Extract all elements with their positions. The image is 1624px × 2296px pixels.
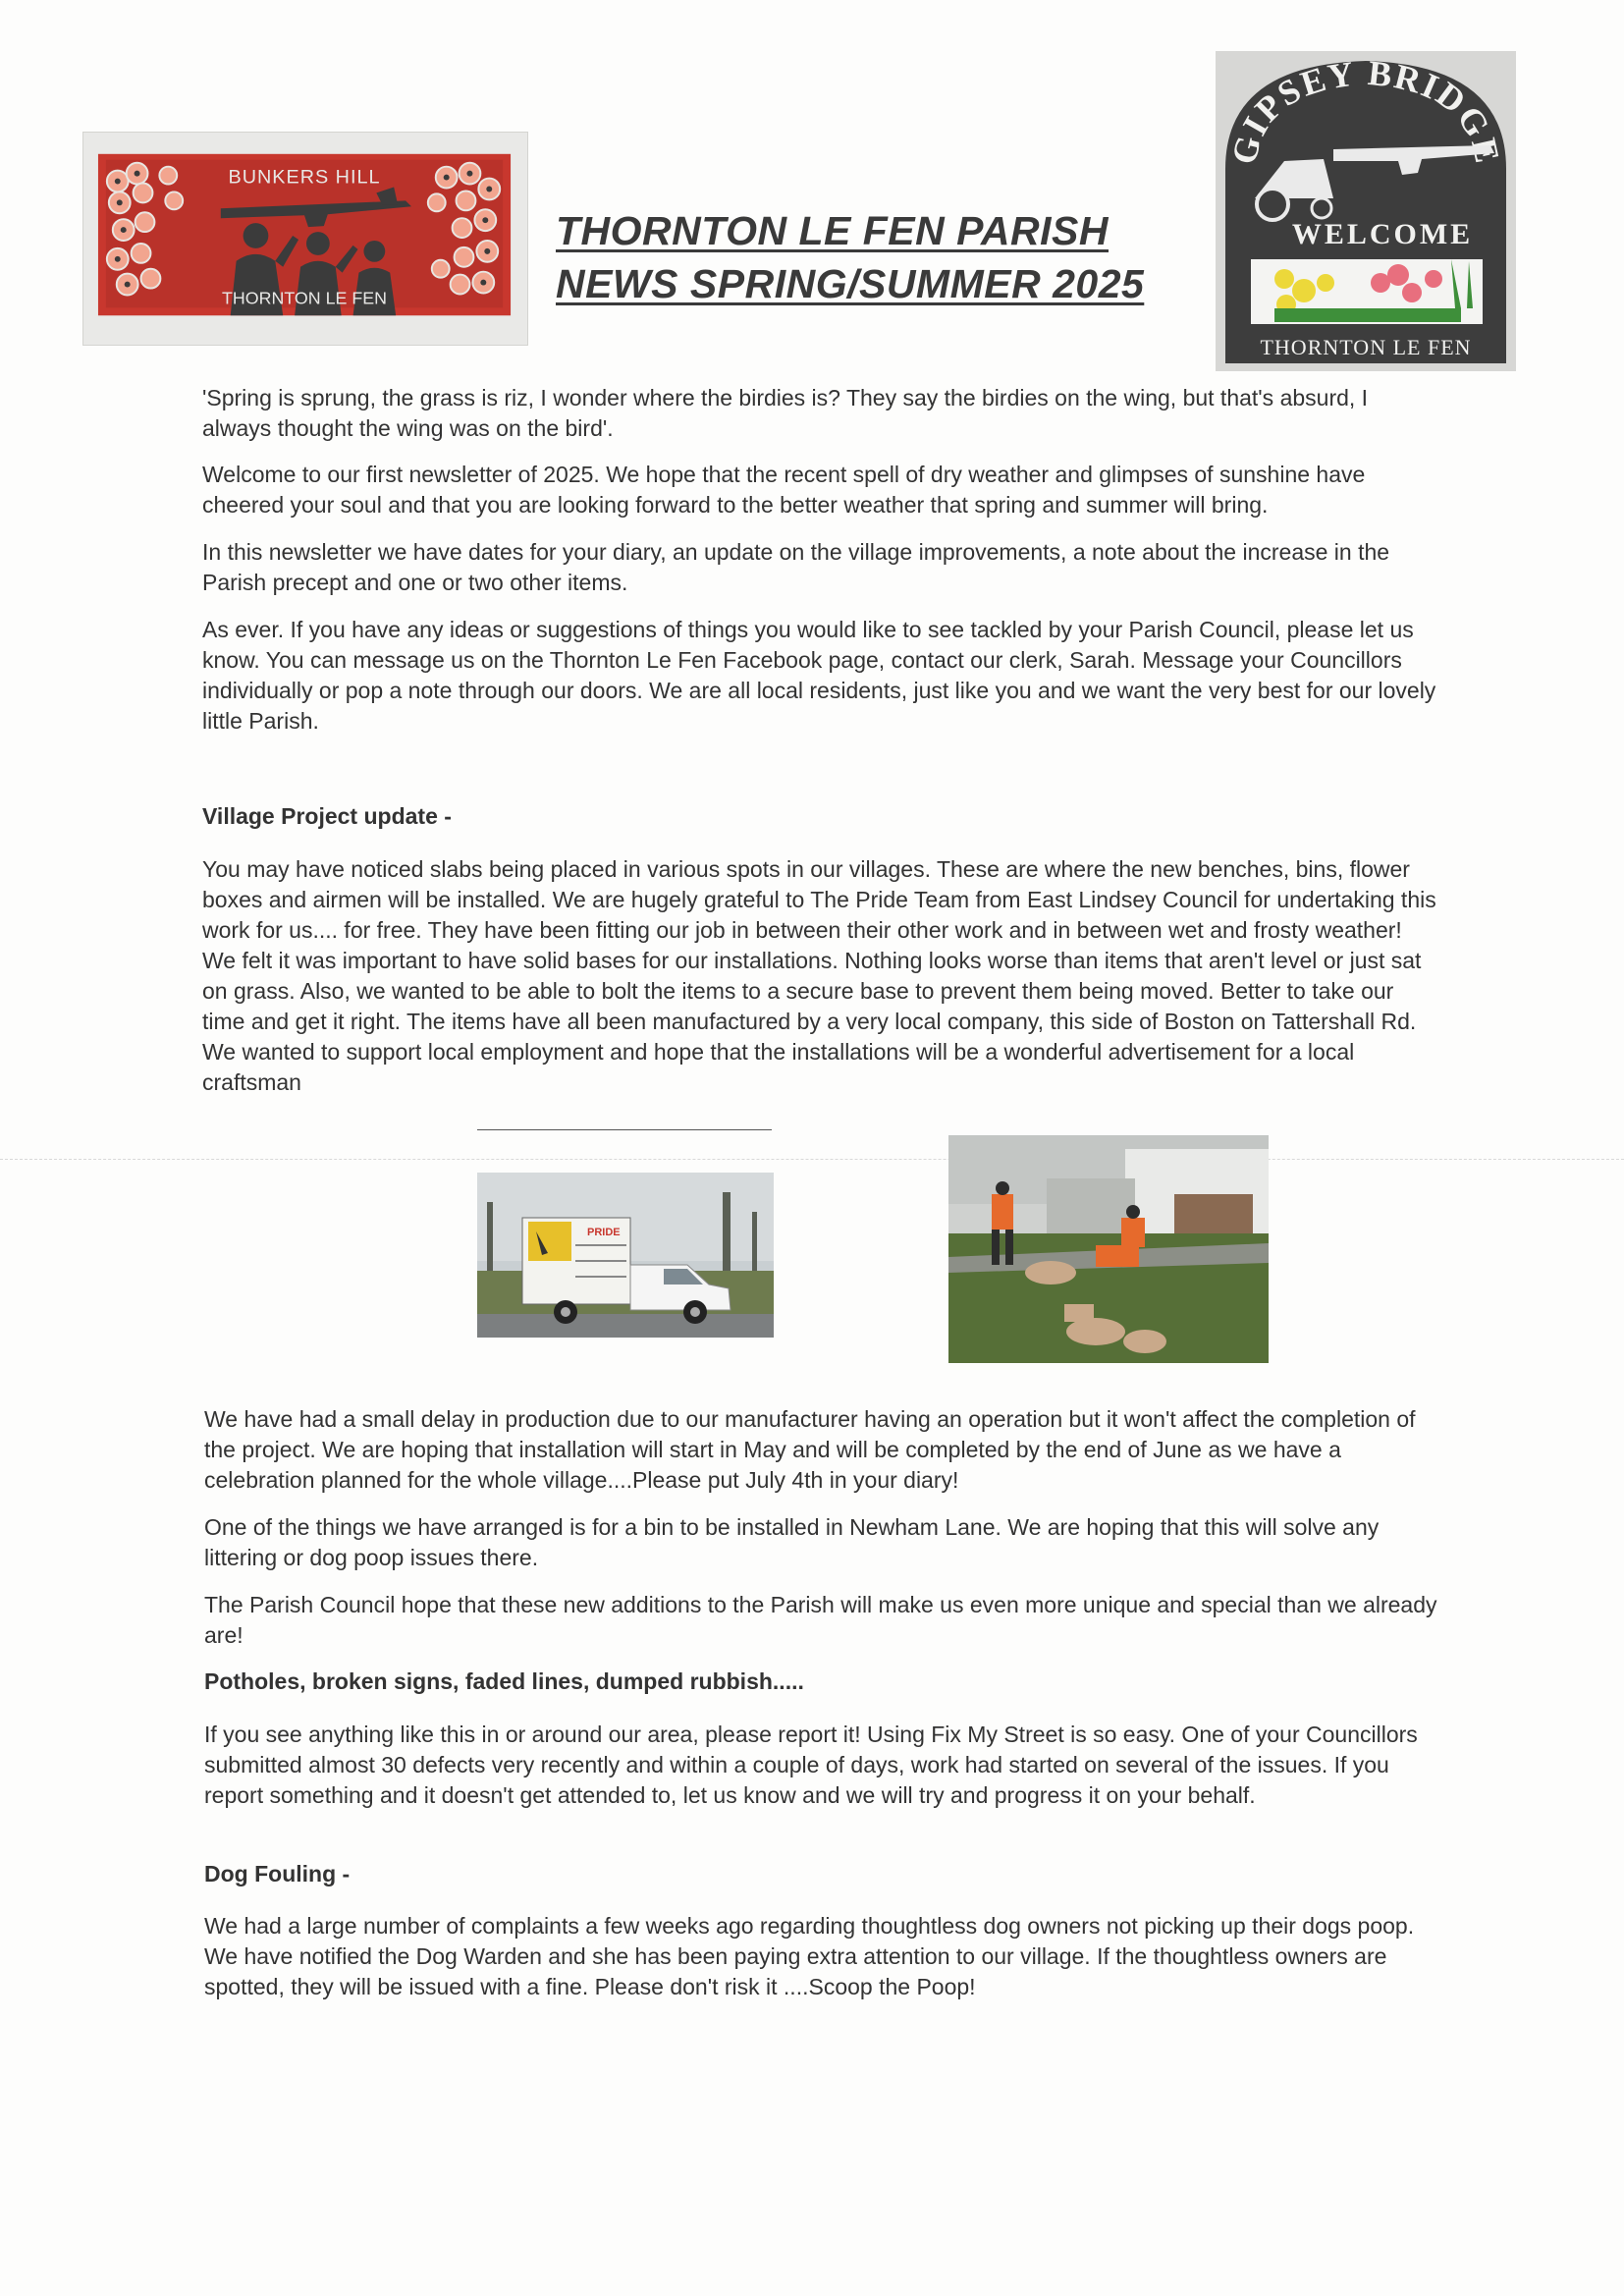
van-illustration [477,1173,774,1338]
workers-illustration [948,1135,1269,1363]
divider-line [477,1129,772,1130]
right-logo-arch-text: GIPSEY BRIDG [1223,52,1499,169]
right-logo-welcome: WELCOME [1291,218,1474,250]
right-logo-bottom-text: THORNTON LE FEN [1260,335,1472,359]
left-logo-top-text: BUNKERS HILL [228,166,381,189]
van-sign-text: PRIDE [587,1227,621,1238]
dog-fouling-heading: Dog Fouling - [204,1861,351,1886]
left-logo-bottom-text: THORNTON LE FEN [221,288,388,308]
page-title [556,204,1204,310]
village-project-heading: Village Project update - [202,803,452,829]
intro-quote: 'Spring is sprung, the grass is riz, I wonder where the birdies is? They say the birdies on the wing, but that's absurd, I always thought the wing was on the bird'. [202,385,1369,441]
intro-welcome: Welcome to our first newsletter of 2025. We hope that the recent spell of dry weather and glimpses of sunshine have cheered your soul and that you are looking forward to the better weather that spring and summer will bring. [202,462,1366,518]
village-project-body: You may have noticed slabs being placed in various spots in our villages. These are where the new benches, bins, flower boxes and airmen will be installed. We are hugely grateful to The Pride Team from East Lindsey Council for undertaking this work for us.... for free. They have been fitting our job in between their other work and in between wet and frosty weather! We felt it was important to have solid bases for our installations. Nothing looks worse than items that aren't level or just sat on grass. Also, we wanted to be able to bolt the items to a secure base to prevent them being moved. Better to take our time and get it right. The items have all been manufactured by a very local company, this side of Boston on Tattershall Rd. We wanted to support local employment and hope that the installations will be a wonderful advertisement for a local craftsman [202,856,1436,1095]
title-line-2: NEWS SPRING/SUMMER 2025 [556,261,1145,306]
scan-fold-line [0,1159,1624,1160]
potholes-heading: Potholes, broken signs, faded lines, dumped rubbish..... [204,1668,804,1694]
gipsey-bridge-sign [1216,51,1516,371]
intro-contents: In this newsletter we have dates for your diary, an update on the village improvements, a note about the increase in the Parish precept and one or two other items. [202,539,1390,595]
additions-text: The Parish Council hope that these new additions to the Parish will make us even more unique and special than we already are! [204,1592,1437,1648]
dog-fouling-body: We had a large number of complaints a few weeks ago regarding thoughtless dog owners not picking up their dogs poop. We have notified the Dog Warden and she has been paying extra attention to our village. If the thoughtless owners are spotted, they will be issued with a fine. Please don't risk it ....Scoop the Poop! [204,1913,1415,1999]
pride-team-van-photo [477,1173,774,1338]
intro-contact: As ever. If you have any ideas or suggestions of things you would like to see tackled by your Parish Council, please let us know. You can message us on the Thornton Le Fen Facebook page, contact our clerk, Sarah. Message your Councillors individually or pop a note through our doors. We are all local residents, just like you and we want the very best for our lovely little Parish. [202,617,1436,734]
newham-lane-bin-text: One of the things we have arranged is for a bin to be installed in Newham Lane. We are hoping that this will solve any littering or dog poop issues there. [204,1514,1380,1570]
bunkers-hill-emblem [83,133,527,345]
workers-installing-slabs-photo [948,1135,1269,1363]
gipsey-bridge-logo [1216,51,1516,371]
production-delay-text: We have had a small delay in production due to our manufacturer having an operation but it won't affect the completion of the project. We are hoping that installation will start in May and will be completed by the end of June as we have a celebration planned for the whole village....Please put July 4th in your diary! [204,1406,1416,1493]
potholes-body: If you see anything like this in or around our area, please report it! Using Fix My Street is so easy. One of your Councillors submitted almost 30 defects very recently and within a couple of days, work had started on several of the issues. If you report something and it doesn't get attended to, let us know and we will try and progress it on your behalf. [204,1722,1418,1808]
bunkers-hill-logo [82,132,528,346]
title-line-1: THORNTON LE FEN PARISH [556,208,1109,253]
